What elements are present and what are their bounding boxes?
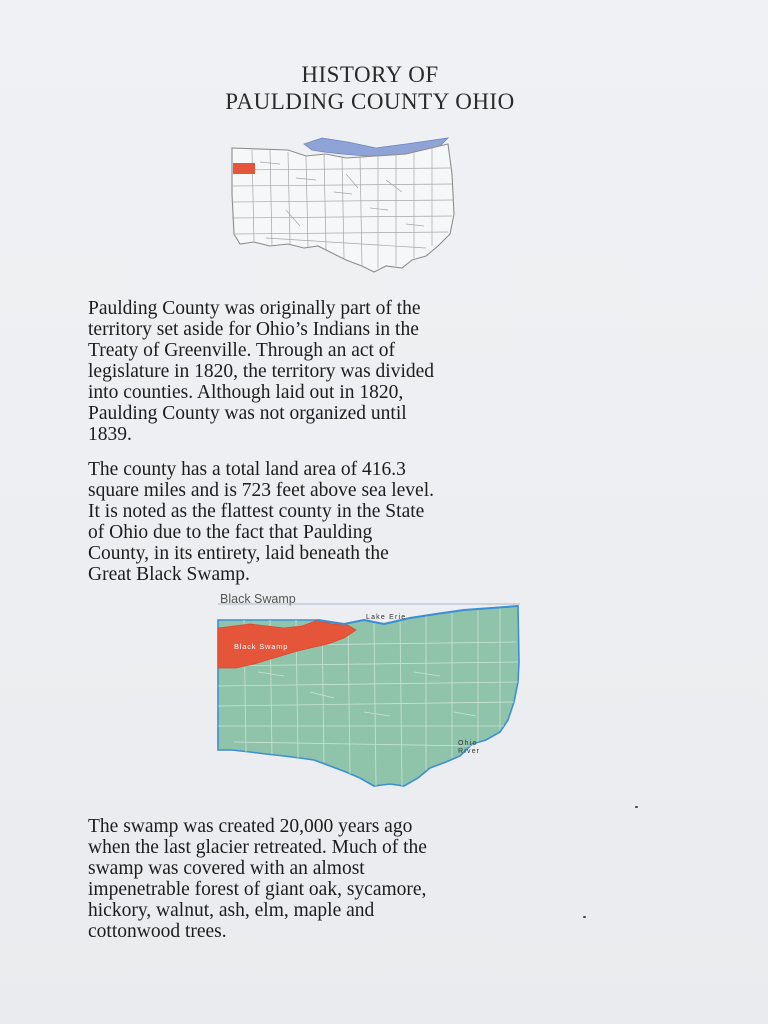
paragraph-1: [88, 298, 668, 445]
paragraph-line: impenetrable forest of giant oak, sycamore,: [88, 879, 427, 900]
page-title-line-1: HISTORY OF: [301, 62, 439, 87]
paragraph-line: County, in its entirety, laid beneath the: [88, 543, 389, 564]
paragraph-line: hickory, walnut, ash, elm, maple and: [88, 900, 375, 921]
paragraph-line: square miles and is 723 feet above sea level.: [88, 480, 435, 501]
ohio-river-label-2: River: [458, 748, 481, 755]
paragraph-line: when the last glacier retreated. Much of the: [88, 837, 427, 858]
swamp-map-caption: Black Swamp: [220, 592, 296, 606]
paragraph-line: cottonwood trees.: [88, 921, 227, 942]
paragraph-3: [88, 816, 668, 942]
paragraph-line: 1839.: [88, 424, 132, 445]
paragraph-line: into counties. Although laid out in 1820,: [88, 382, 404, 403]
paragraph-line: The county has a total land area of 416.3: [88, 459, 406, 480]
lake-erie-label: Lake Erie: [366, 614, 407, 621]
paragraph-line: of Ohio due to the fact that Paulding: [88, 522, 373, 543]
scan-speck: [635, 806, 638, 808]
black-swamp-label: Black Swamp: [234, 642, 289, 651]
paragraph-line: It is noted as the flattest county in the State: [88, 501, 425, 522]
paragraph-2: [88, 459, 668, 585]
paragraph-line: Treaty of Greenville. Through an act of: [88, 340, 396, 361]
ohio-river-label-1: Ohio: [458, 740, 478, 747]
paulding-county-highlight: [233, 163, 255, 174]
paragraph-line: territory set aside for Ohio’s Indians in the: [88, 319, 419, 340]
page-title-line-2: PAULDING COUNTY OHIO: [225, 89, 515, 114]
scan-speck: [583, 916, 586, 918]
paragraph-line: Paulding County was not organized until: [88, 403, 407, 424]
paragraph-line: The swamp was created 20,000 years ago: [88, 816, 413, 837]
paragraph-line: Paulding County was originally part of the: [88, 298, 421, 319]
paragraph-line: legislature in 1820, the territory was divided: [88, 361, 435, 382]
ohio-county-map: [226, 134, 458, 276]
paragraph-line: Great Black Swamp.: [88, 564, 250, 585]
black-swamp-map: [214, 602, 524, 792]
paragraph-line: swamp was covered with an almost: [88, 858, 365, 879]
